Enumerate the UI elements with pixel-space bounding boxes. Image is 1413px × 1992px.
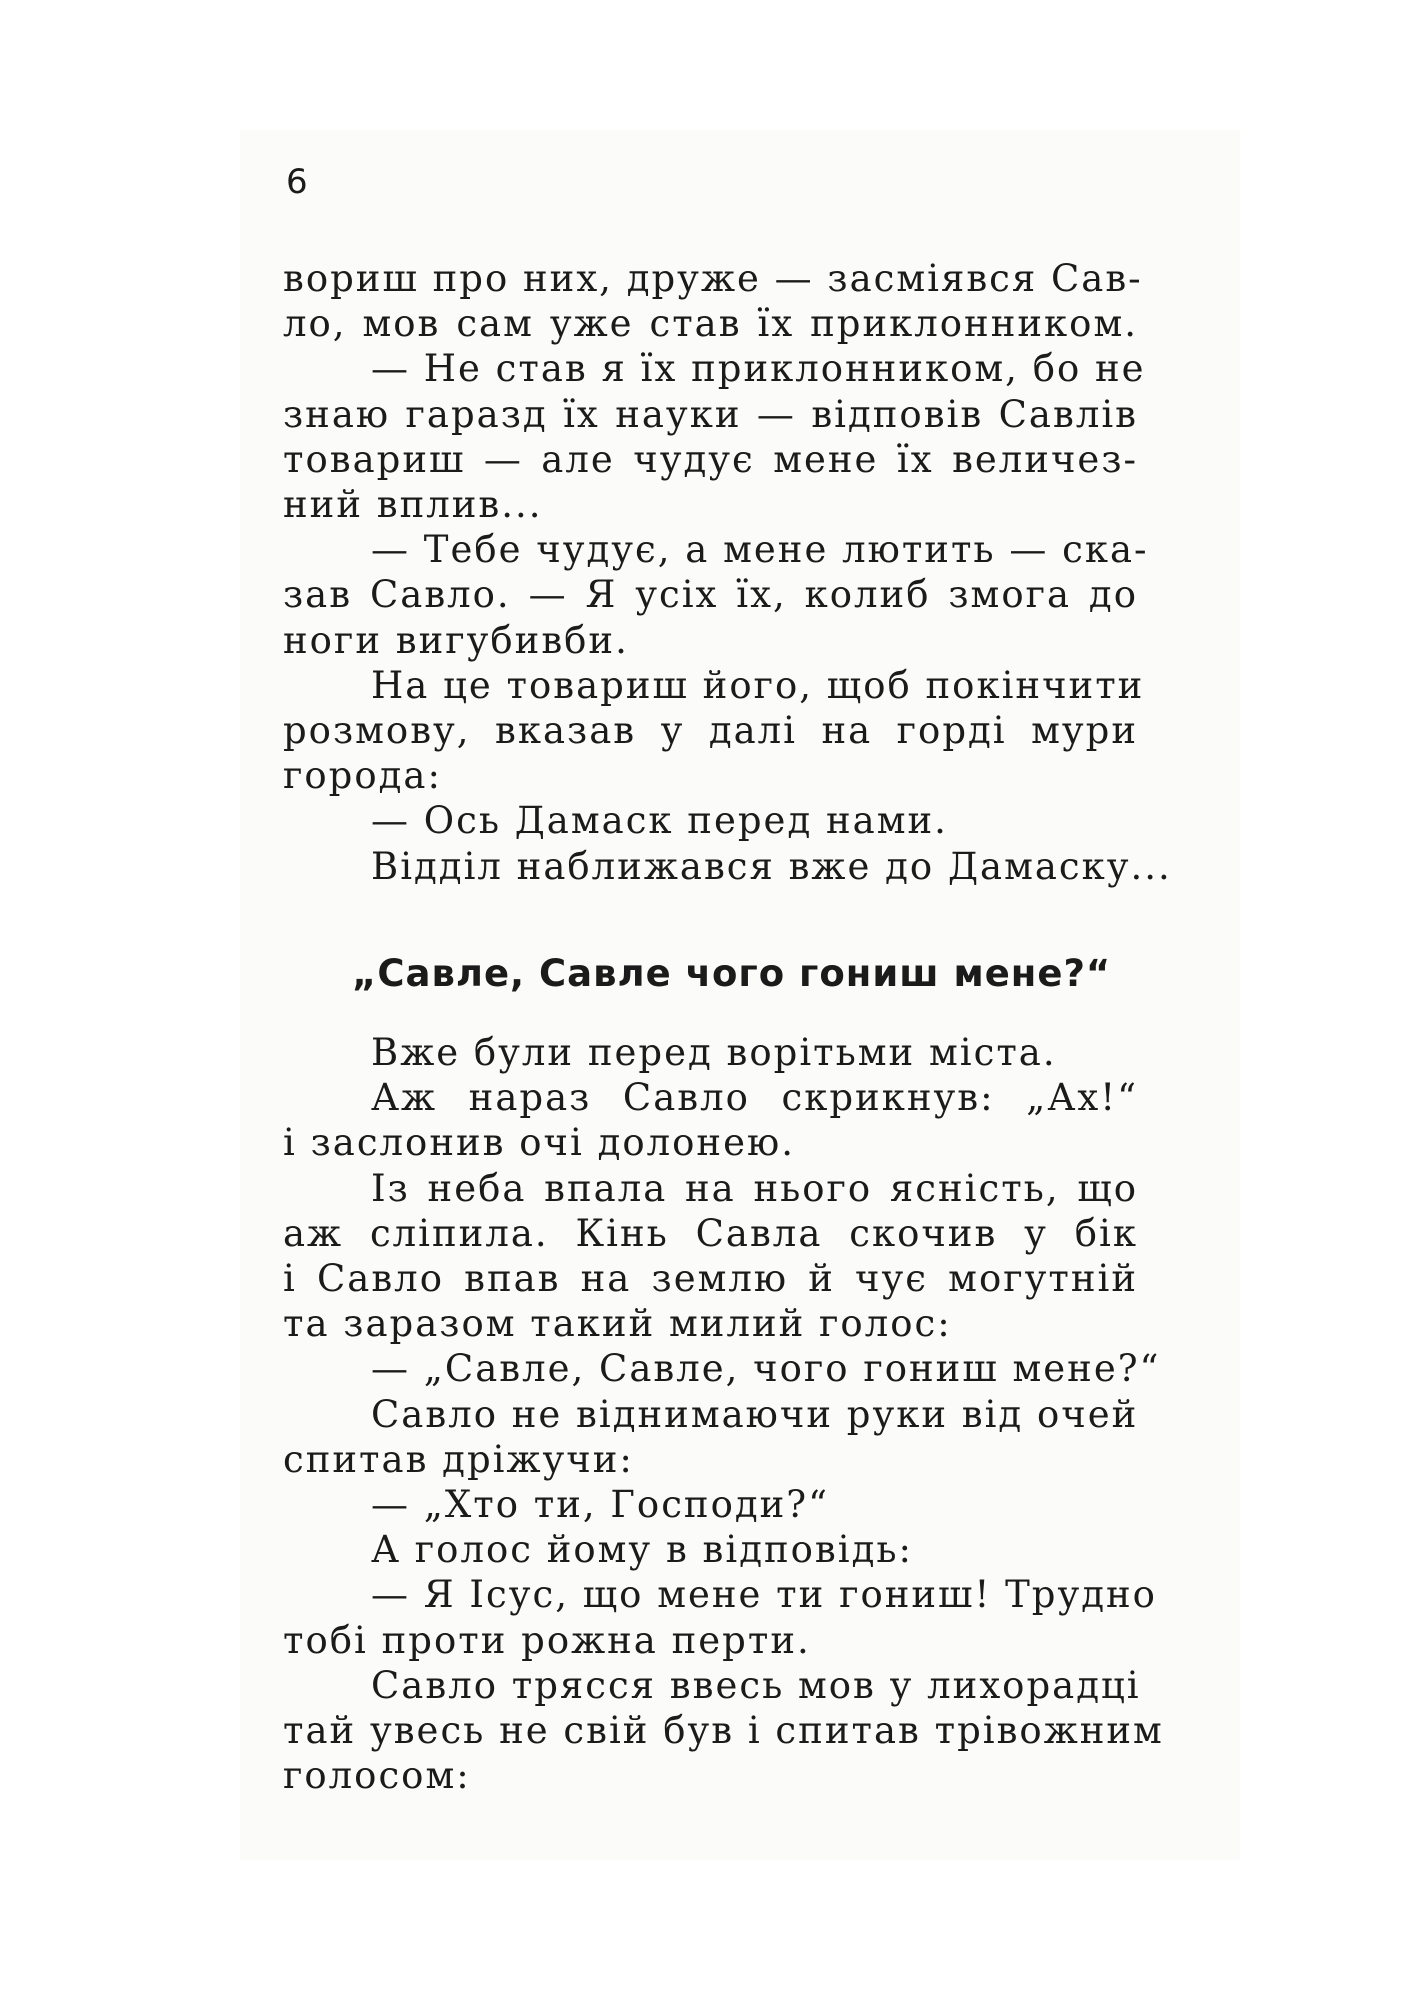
text-line: — „Хто ти, Господи?“	[371, 1483, 830, 1526]
text-line: і Савло впав на землю й чує могутній	[283, 1257, 1138, 1300]
text-line: А голос йому в відповідь:	[371, 1528, 913, 1572]
text-line: Відділ наближався вже до Дамаску...	[371, 844, 1172, 888]
text-line: зав Савло. — Я усіх їх, колиб змога до	[283, 573, 1138, 617]
text-line: — „Савле, Савле, чого гониш мене?“	[371, 1347, 1161, 1391]
text-line: знаю гаразд їх науки — відповів Савлів	[283, 392, 1138, 436]
text-line: розмову, вказав у далі на горді мури	[283, 709, 1138, 752]
text-line: аж сліпила. Кінь Савла скочив у бік	[283, 1211, 1138, 1255]
text-line: ний вплив...	[283, 483, 543, 526]
text-line: голосом:	[283, 1754, 471, 1798]
text-line: тобі проти рожна перти.	[283, 1618, 811, 1662]
page-number: 6	[286, 162, 308, 202]
text-line: — Ось Дамаск перед нами.	[371, 799, 948, 843]
text-line: ло, мов сам уже став їх приклонником.	[283, 302, 1138, 346]
text-line: спитав дріжучи:	[283, 1437, 634, 1481]
text-line: і заслонив очі долонею.	[283, 1121, 795, 1165]
text-line: Вже були перед ворітьми міста.	[371, 1031, 1057, 1074]
text-line: — Не став я їх приклонником, бо не	[371, 347, 1146, 391]
text-line: Аж нараз Савло скрикнув: „Ах!“	[371, 1076, 1138, 1120]
text-line: ноги вигубивби.	[283, 618, 629, 662]
text-line: На це товариш його, щоб покінчити	[371, 663, 1145, 707]
text-line: Савло трясся ввесь мов у лихорадці	[371, 1663, 1141, 1707]
text-line: Савло не віднимаючи руки від очей	[371, 1392, 1139, 1436]
text-line: Із неба впала на нього ясність, що	[371, 1166, 1138, 1210]
text-line: — Я Ісус, що мене ти гониш! Трудно	[371, 1573, 1157, 1617]
text-line: — Тебе чудує, а мене лютить — ска-	[371, 528, 1149, 572]
text-line: товариш — але чудує мене їх величез-	[283, 437, 1138, 481]
section-heading: „Савле, Савле чого гониш мене?“	[352, 952, 1112, 995]
text-line: та заразом такий милий голос:	[283, 1302, 952, 1346]
text-line: вориш про них, друже — засміявся Сав-	[283, 257, 1143, 300]
text-line: города:	[283, 754, 442, 798]
text-line: тай увесь не свій був і спитав трівожним	[283, 1709, 1164, 1752]
